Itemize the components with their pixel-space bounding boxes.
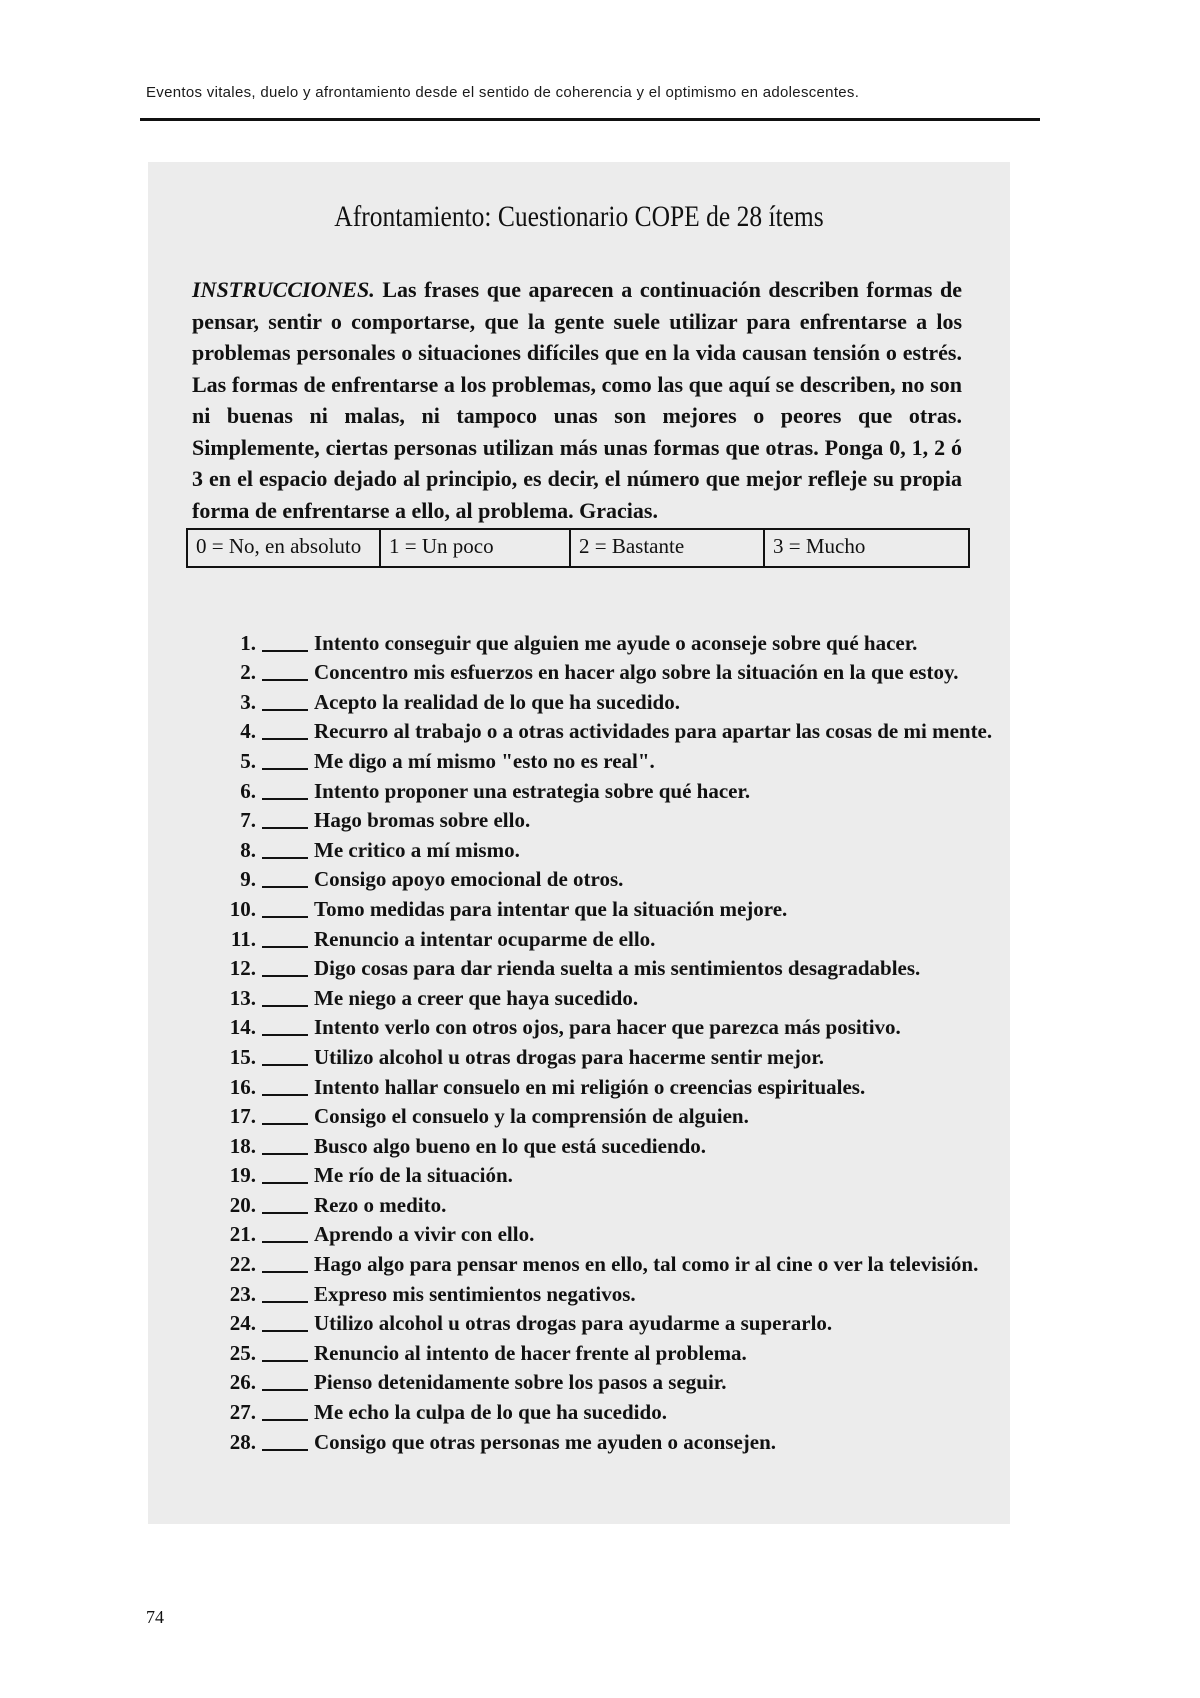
list-item bbox=[216, 626, 996, 656]
list-item bbox=[216, 952, 996, 982]
item-number: 23. bbox=[229, 1281, 256, 1306]
item-text: Rezo o medito. bbox=[314, 1192, 447, 1217]
item-text: Consigo el consuelo y la comprensión de alguien. bbox=[314, 1104, 749, 1129]
item-number: 22. bbox=[229, 1252, 256, 1277]
answer-blank bbox=[262, 1340, 308, 1362]
item-text: Aprendo a vivir con ello. bbox=[314, 1222, 535, 1247]
item-text: Recurro al trabajo o a otras actividades para apartar las cosas de mi mente. bbox=[314, 719, 993, 744]
answer-blank bbox=[262, 1369, 308, 1391]
running-header: Eventos vitales, duelo y afrontamiento desde el sentido de coherencia y el optimismo en adolescentes. bbox=[146, 84, 860, 101]
list-item bbox=[216, 922, 996, 952]
items-list bbox=[216, 626, 996, 1455]
answer-blank bbox=[262, 748, 308, 770]
list-item bbox=[216, 981, 996, 1011]
list-item bbox=[216, 685, 996, 715]
list-item bbox=[216, 1129, 996, 1159]
item-text: Busco algo bueno en lo que está sucediendo. bbox=[314, 1133, 707, 1158]
list-item bbox=[216, 804, 996, 834]
list-item bbox=[216, 1395, 996, 1425]
answer-blank bbox=[262, 1192, 308, 1214]
item-number: 25. bbox=[229, 1340, 256, 1365]
answer-blank bbox=[262, 985, 308, 1007]
item-text: Intento proponer una estrategia sobre qué hacer. bbox=[314, 778, 751, 803]
answer-blank bbox=[262, 1014, 308, 1036]
item-text: Utilizo alcohol u otras drogas para hacerme sentir mejor. bbox=[314, 1044, 824, 1069]
item-number: 26. bbox=[229, 1370, 256, 1395]
list-item bbox=[216, 1188, 996, 1218]
item-number: 15. bbox=[229, 1044, 256, 1069]
item-number: 12. bbox=[229, 956, 256, 981]
item-text: Digo cosas para dar rienda suelta a mis sentimientos desagradables. bbox=[314, 956, 921, 981]
list-item bbox=[216, 1247, 996, 1277]
list-item bbox=[216, 715, 996, 745]
response-scale bbox=[186, 528, 970, 568]
item-number: 28. bbox=[229, 1429, 256, 1454]
scanned-questionnaire bbox=[148, 162, 1010, 1524]
scale-option-0: 0 = No, en absoluto bbox=[188, 530, 381, 566]
item-number: 6. bbox=[240, 778, 256, 803]
list-item bbox=[216, 892, 996, 922]
item-number: 27. bbox=[229, 1400, 256, 1425]
answer-blank bbox=[262, 659, 308, 681]
list-item bbox=[216, 744, 996, 774]
item-text: Me critico a mí mismo. bbox=[314, 837, 520, 862]
item-number: 1. bbox=[240, 630, 256, 655]
answer-blank bbox=[262, 926, 308, 948]
answer-blank bbox=[262, 896, 308, 918]
list-item bbox=[216, 1218, 996, 1248]
answer-blank bbox=[262, 1251, 308, 1273]
item-number: 14. bbox=[229, 1015, 256, 1040]
answer-blank bbox=[262, 1074, 308, 1096]
item-number: 17. bbox=[229, 1104, 256, 1129]
list-item bbox=[216, 1307, 996, 1337]
item-text: Me echo la culpa de lo que ha sucedido. bbox=[314, 1400, 667, 1425]
answer-blank bbox=[262, 630, 308, 652]
list-item bbox=[216, 1366, 996, 1396]
questionnaire-title: Afrontamiento: Cuestionario COPE de 28 ítems bbox=[334, 200, 824, 233]
scale-option-2: 2 = Bastante bbox=[571, 530, 765, 566]
answer-blank bbox=[262, 1399, 308, 1421]
item-text: Intento verlo con otros ojos, para hacer que parezca más positivo. bbox=[314, 1015, 901, 1040]
answer-blank bbox=[262, 807, 308, 829]
item-text: Acepto la realidad de lo que ha sucedido. bbox=[314, 689, 680, 714]
item-number: 2. bbox=[240, 660, 256, 685]
answer-blank bbox=[262, 1429, 308, 1451]
item-text: Intento hallar consuelo en mi religión o creencias espirituales. bbox=[314, 1074, 866, 1099]
scale-option-1: 1 = Un poco bbox=[381, 530, 571, 566]
item-text: Tomo medidas para intentar que la situación mejore. bbox=[314, 896, 788, 921]
list-item bbox=[216, 774, 996, 804]
item-text: Consigo que otras personas me ayuden o aconsejen. bbox=[314, 1429, 777, 1454]
item-number: 3. bbox=[240, 689, 256, 714]
page-number: 74 bbox=[146, 1607, 164, 1627]
answer-blank bbox=[262, 1221, 308, 1243]
item-text: Pienso detenidamente sobre los pasos a seguir. bbox=[314, 1370, 727, 1395]
item-number: 21. bbox=[229, 1222, 256, 1247]
item-text: Consigo apoyo emocional de otros. bbox=[314, 867, 624, 892]
item-text: Me niego a creer que haya sucedido. bbox=[314, 985, 639, 1010]
item-number: 19. bbox=[229, 1163, 256, 1188]
instructions-text: Las frases que aparecen a continuación describen formas de pensar, sentir o comportarse, que la gente suele utilizar para enfrentarse a los problemas personales o situaciones difíciles que en la vida causan tensión o estrés. Las formas de enfrentarse a los problemas, como las que aquí se describen, no son ni buenas ni malas, ni tampoco unas son mejores o peores que otras. Simplemente, ciertas personas utilizan más unas formas que otras. Ponga 0, 1, 2 ó 3 en el espacio dejado al principio, es decir, el número que mejor refleje su propia forma de enfrentarse a ello, al problema. Gracias. bbox=[192, 277, 962, 523]
answer-blank bbox=[262, 1044, 308, 1066]
answer-blank bbox=[262, 837, 308, 859]
item-text: Me río de la situación. bbox=[314, 1163, 513, 1188]
list-item bbox=[216, 833, 996, 863]
item-number: 7. bbox=[240, 808, 256, 833]
answer-blank bbox=[262, 1162, 308, 1184]
list-item bbox=[216, 1425, 996, 1455]
answer-blank bbox=[262, 955, 308, 977]
list-item bbox=[216, 1011, 996, 1041]
item-number: 5. bbox=[240, 748, 256, 773]
item-number: 24. bbox=[229, 1311, 256, 1336]
item-number: 4. bbox=[240, 719, 256, 744]
instructions-paragraph bbox=[192, 274, 962, 526]
item-text: Renuncio al intento de hacer frente al problema. bbox=[314, 1340, 747, 1365]
answer-blank bbox=[262, 866, 308, 888]
item-number: 16. bbox=[229, 1074, 256, 1099]
item-text: Me digo a mí mismo "esto no es real". bbox=[314, 748, 655, 773]
item-number: 10. bbox=[229, 896, 256, 921]
item-text: Hago algo para pensar menos en ello, tal como ir al cine o ver la televisión. bbox=[314, 1252, 979, 1277]
list-item bbox=[216, 1100, 996, 1130]
item-number: 18. bbox=[229, 1133, 256, 1158]
list-item bbox=[216, 1070, 996, 1100]
item-text: Renuncio a intentar ocuparme de ello. bbox=[314, 926, 656, 951]
list-item bbox=[216, 656, 996, 686]
list-item bbox=[216, 863, 996, 893]
item-text: Intento conseguir que alguien me ayude o aconseje sobre qué hacer. bbox=[314, 630, 918, 655]
scale-option-3: 3 = Mucho bbox=[773, 534, 866, 558]
item-number: 11. bbox=[230, 926, 256, 951]
item-number: 9. bbox=[240, 867, 256, 892]
item-text: Expreso mis sentimientos negativos. bbox=[314, 1281, 636, 1306]
answer-blank bbox=[262, 1103, 308, 1125]
item-text: Concentro mis esfuerzos en hacer algo sobre la situación en la que estoy. bbox=[314, 660, 959, 685]
answer-blank bbox=[262, 778, 308, 800]
answer-blank bbox=[262, 1281, 308, 1303]
list-item bbox=[216, 1336, 996, 1366]
answer-blank bbox=[262, 1310, 308, 1332]
item-text: Hago bromas sobre ello. bbox=[314, 808, 531, 833]
header-rule bbox=[140, 118, 1040, 121]
list-item bbox=[216, 1040, 996, 1070]
item-number: 20. bbox=[229, 1192, 256, 1217]
list-item bbox=[216, 1277, 996, 1307]
item-text: Utilizo alcohol u otras drogas para ayudarme a superarlo. bbox=[314, 1311, 833, 1336]
answer-blank bbox=[262, 718, 308, 740]
item-number: 8. bbox=[240, 837, 256, 862]
instructions-label: INSTRUCCIONES. bbox=[192, 277, 375, 302]
answer-blank bbox=[262, 689, 308, 711]
item-number: 13. bbox=[229, 985, 256, 1010]
answer-blank bbox=[262, 1133, 308, 1155]
list-item bbox=[216, 1159, 996, 1189]
